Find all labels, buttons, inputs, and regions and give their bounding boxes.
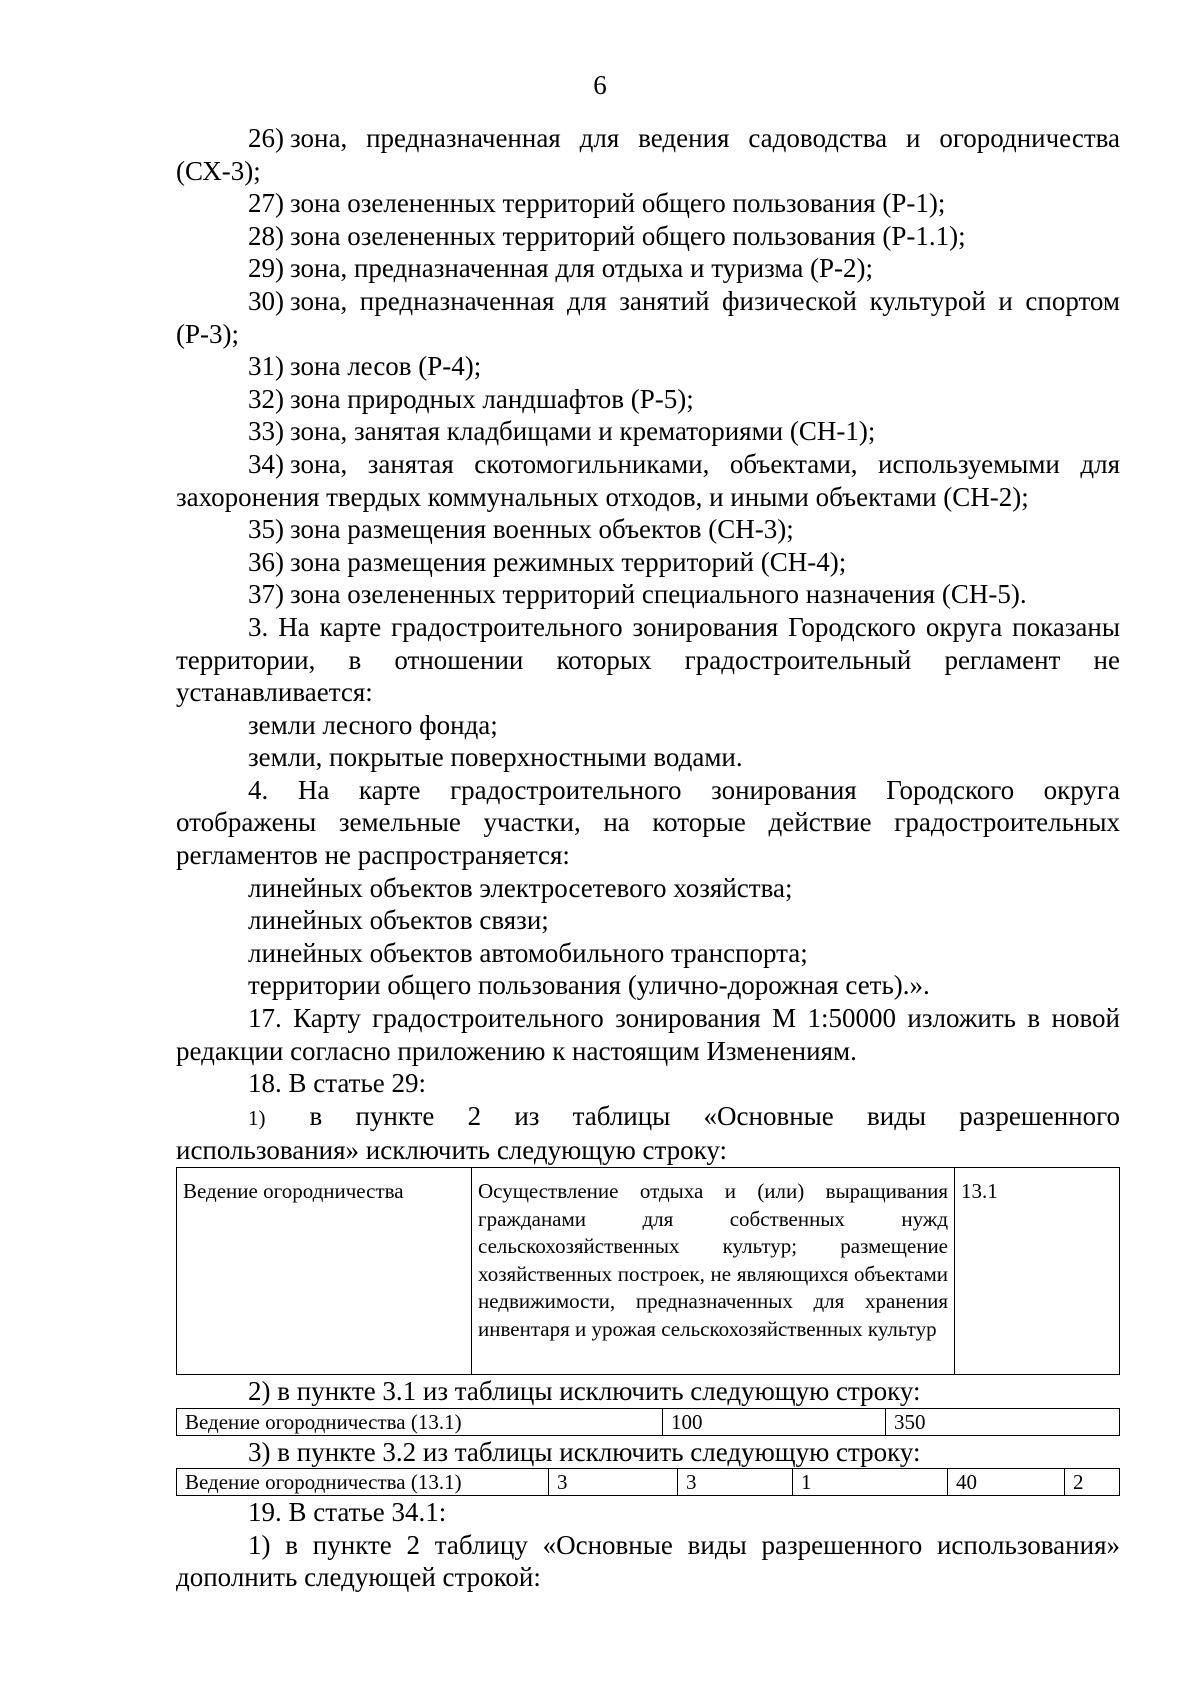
- zone-item-37: 37) зона озелененных территорий специального назначения (СН-5).: [248, 579, 1027, 610]
- paragraph-item-18-sub3: 3) в пункте 3.2 из таблицы исключить следующую строку:: [248, 1436, 921, 1467]
- table-cell: Ведение огородничества (13.1): [177, 1469, 549, 1496]
- table-cell: 2: [1065, 1469, 1120, 1496]
- paragraph-item-3: 3. На карте градостроительного зонирования Городского округа показаны территории, в отношении которых градостроительный регламент не устанавливается:: [176, 611, 1120, 708]
- zone-item-31: 31) зона лесов (Р-4);: [248, 351, 482, 382]
- item-4-line: линейных объектов электросетевого хозяйства;: [248, 872, 793, 903]
- table-row: [177, 1408, 1120, 1435]
- table-cell: 350: [886, 1408, 1120, 1435]
- paragraph-item-18-sub1: 1) в пункте 2 из таблицы «Основные виды разрешенного использования» исключить следующую строку:: [176, 1100, 1120, 1166]
- zone-item-28: 28) зона озелененных территорий общего пользования (Р-1.1);: [248, 220, 966, 251]
- page-number: 6: [593, 70, 607, 100]
- table-cell: 3: [549, 1469, 678, 1496]
- paragraph-item-18-title: 18. В статье 29:: [248, 1068, 427, 1099]
- table-cell: 3: [678, 1469, 793, 1496]
- table-cell-code: 13.1: [955, 1168, 1120, 1375]
- excluded-row-table-3-1: [176, 1408, 1120, 1436]
- paragraph-item-18-sub2: 2) в пункте 3.1 из таблицы исключить следующую строку:: [248, 1376, 921, 1406]
- zone-item-34: 34) зона, занятая скотомогильниками, объектами, используемыми для захоронения твердых коммунальных отходов, и иными объектами (СН-2);: [176, 448, 1120, 512]
- zone-item-29: 29) зона, предназначенная для отдыха и туризма (Р-2);: [248, 253, 874, 284]
- table-cell: 1: [793, 1469, 948, 1496]
- paragraph-item-17: 17. Карту градостроительного зонирования М 1:50000 изложить в новой редакции согласно приложению к настоящим Изменениям.: [176, 1003, 1120, 1066]
- paragraph-item-19-sub1: 1) в пункте 2 таблицу «Основные виды разрешенного использования» дополнить следующей строкой:: [176, 1529, 1120, 1593]
- item-4-line: территории общего пользования (улично-дорожная сеть).».: [248, 970, 930, 1001]
- zone-item-32: 32) зона природных ландшафтов (Р-5);: [248, 383, 694, 414]
- excluded-row-table-article-29: [176, 1167, 1120, 1375]
- zone-item-30: 30) зона, предназначенная для занятий физической культурой и спортом (Р-3);: [176, 285, 1120, 349]
- table-cell: 100: [663, 1408, 886, 1435]
- table-cell-name: Ведение огородничества: [177, 1168, 472, 1375]
- zone-item-26: 26) зона, предназначенная для ведения садоводства и огородничества (СХ-3);: [176, 123, 1120, 186]
- zone-item-33: 33) зона, занятая кладбищами и крематориями (СН-1);: [248, 416, 876, 447]
- table-cell: Ведение огородничества (13.1): [177, 1408, 663, 1435]
- item-4-line: линейных объектов автомобильного транспорта;: [248, 937, 808, 968]
- item-3-line: земли лесного фонда;: [248, 709, 498, 740]
- table-row: [177, 1469, 1120, 1496]
- item-3-line: земли, покрытые поверхностными водами.: [248, 742, 743, 773]
- paragraph-item-19-title: 19. В статье 34.1:: [248, 1497, 447, 1528]
- paragraph-item-4: 4. На карте градостроительного зонирования Городского округа отображены земельные участки, на которые действие градостроительных регламентов не распространяется:: [176, 774, 1120, 871]
- item-4-line: линейных объектов связи;: [248, 905, 549, 936]
- table-cell: 40: [948, 1469, 1065, 1496]
- zone-item-27: 27) зона озелененных территорий общего пользования (Р-1);: [248, 188, 946, 219]
- table-row: [177, 1168, 1120, 1375]
- table-cell-description: Осуществление отдыха и (или) выращивания гражданами для собственных нужд сельскохозяйственных культур; размещение хозяйственных построек, не являющихся объектами недвижимости, предназначенных для хранения инвентаря и урожая сельскохозяйственных культур: [472, 1168, 955, 1375]
- zone-item-36: 36) зона размещения режимных территорий (СН-4);: [248, 546, 847, 577]
- document-body: [176, 122, 1120, 1594]
- excluded-row-table-3-2: [176, 1468, 1120, 1496]
- zone-item-35: 35) зона размещения военных объектов (СН-3);: [248, 514, 794, 545]
